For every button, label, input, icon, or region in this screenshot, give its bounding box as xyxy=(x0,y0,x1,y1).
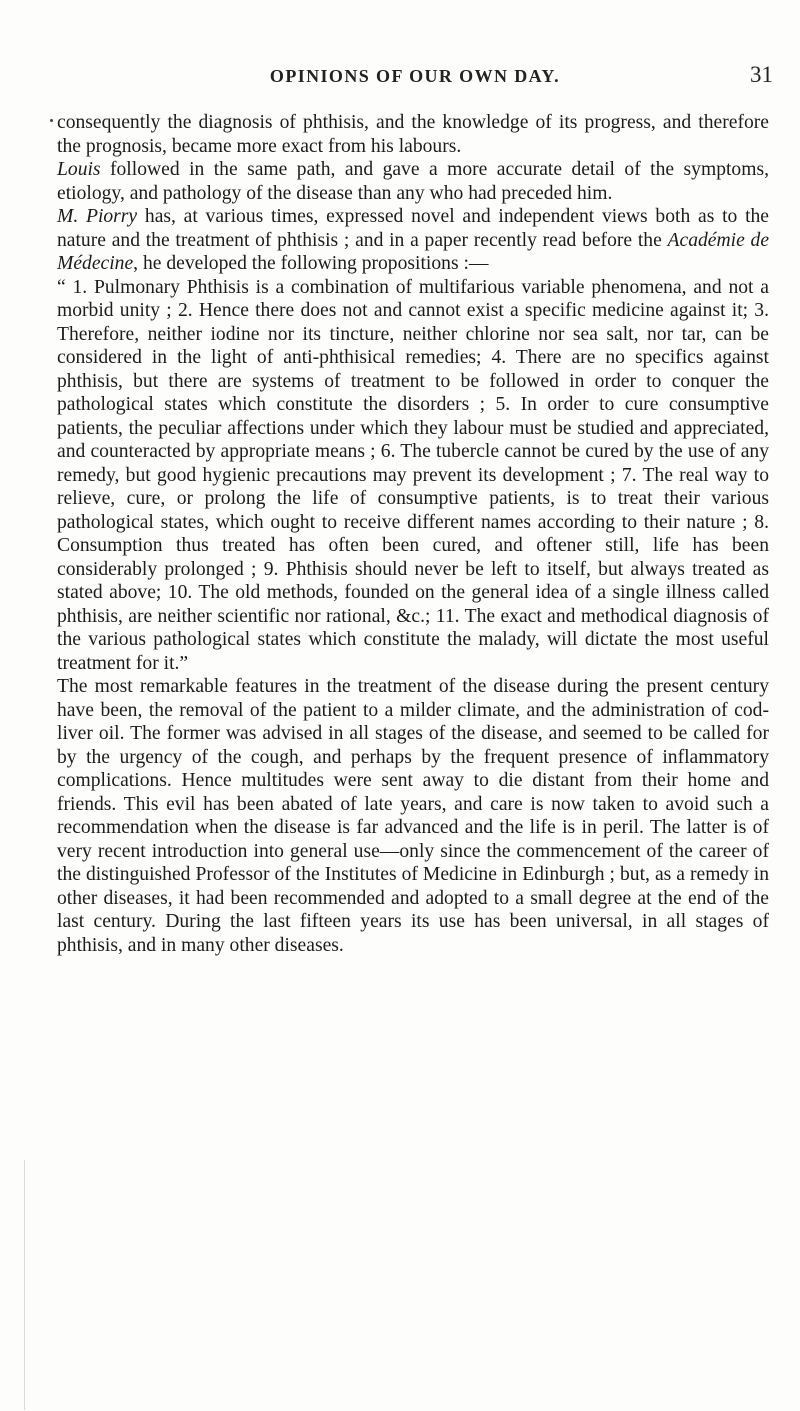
running-title: OPINIONS OF OUR OWN DAY. xyxy=(269,66,561,86)
page-number: 31 xyxy=(750,62,773,87)
academy-name: Académie de Médecine xyxy=(57,229,770,274)
paragraph-louis xyxy=(57,158,769,205)
author-name-louis: Louis xyxy=(57,159,101,180)
margin-dot xyxy=(50,119,53,122)
paragraph-piorry xyxy=(57,205,769,276)
page-edge-shadow xyxy=(24,1160,25,1410)
paragraph-continuation: consequently the diagnosis of phthisis, and the knowledge of its progress, and therefore the prognosis, became more exact from his labours. xyxy=(57,112,769,157)
running-head xyxy=(57,62,773,102)
author-name-piorry: M. Piorry xyxy=(57,206,138,227)
paragraph-piorry-text-a: has, at various times, expressed novel and independent views both as to the nature and the treatment of phthisis ; and in a paper recently read before the xyxy=(57,206,770,251)
paragraph-piorry-text-b: , he developed the following propositions :— xyxy=(133,253,489,274)
paragraph-louis-text: followed in the same path, and gave a more accurate detail of the symptoms, etiology, and pathology of the disease than any who had preceded him. xyxy=(57,159,769,204)
paragraph-treatment: The most remarkable features in the treatment of the disease during the present century have been, the removal of the patient to a milder climate, and the administration of cod-liver oil. The former was advised in all stages of the disease, and seemed to be called for by the urgency of the cough, and perhaps by the frequent presence of inflammatory complications. Hence multitudes were sent away to die distant from their home and friends. This evil has been abated of late years, and care is now taken to avoid such a recommendation when the disease is far advanced and the life is in peril. The latter is of very recent introduction into general use—only since the commencement of the career of the distinguished Professor of the Institutes of Medicine in Edinburgh ; but, as a remedy in other diseases, it had been recommended and adopted to a small degree at the end of the last century. During the last fifteen years its use has been universal, in all stages of phthisis, and in many other diseases. xyxy=(57,676,769,956)
body-text xyxy=(57,111,769,957)
paragraph-propositions: “ 1. Pulmonary Phthisis is a combination of multifarious variable phenomena, and not a morbid unity ; 2. Hence there does not and cannot exist a specific medicine against it; 3. Therefore, neither iodine nor its tincture, neither chlorine nor sea salt, nor tar, can be considered in the light of anti-phthisical remedies; 4. There are no specifics against phthisis, but there are systems of treatment to be followed in order to conquer the pathological states which constitute the disorders ; 5. In order to cure consumptive patients, the peculiar affections under which they labour must be studied and appreciated, and counteracted by appropriate means ; 6. The tubercle cannot be cured by the use of any remedy, but good hygienic precautions may prevent its development ; 7. The real way to relieve, cure, or prolong the life of consumptive patients, is to treat their various pathological states, which ought to receive different names according to their nature ; 8. Consumption thus treated has often been cured, and oftener still, life has been considerably prolonged ; 9. Phthisis should never be left to itself, but always treated as stated above; 10. The old methods, founded on the general idea of a single illness called phthisis, are neither scientific nor rational, &c.; 11. The exact and methodical diagnosis of the various pathological states which constitute the malady, will dictate the most useful treatment for it.” xyxy=(57,276,769,674)
